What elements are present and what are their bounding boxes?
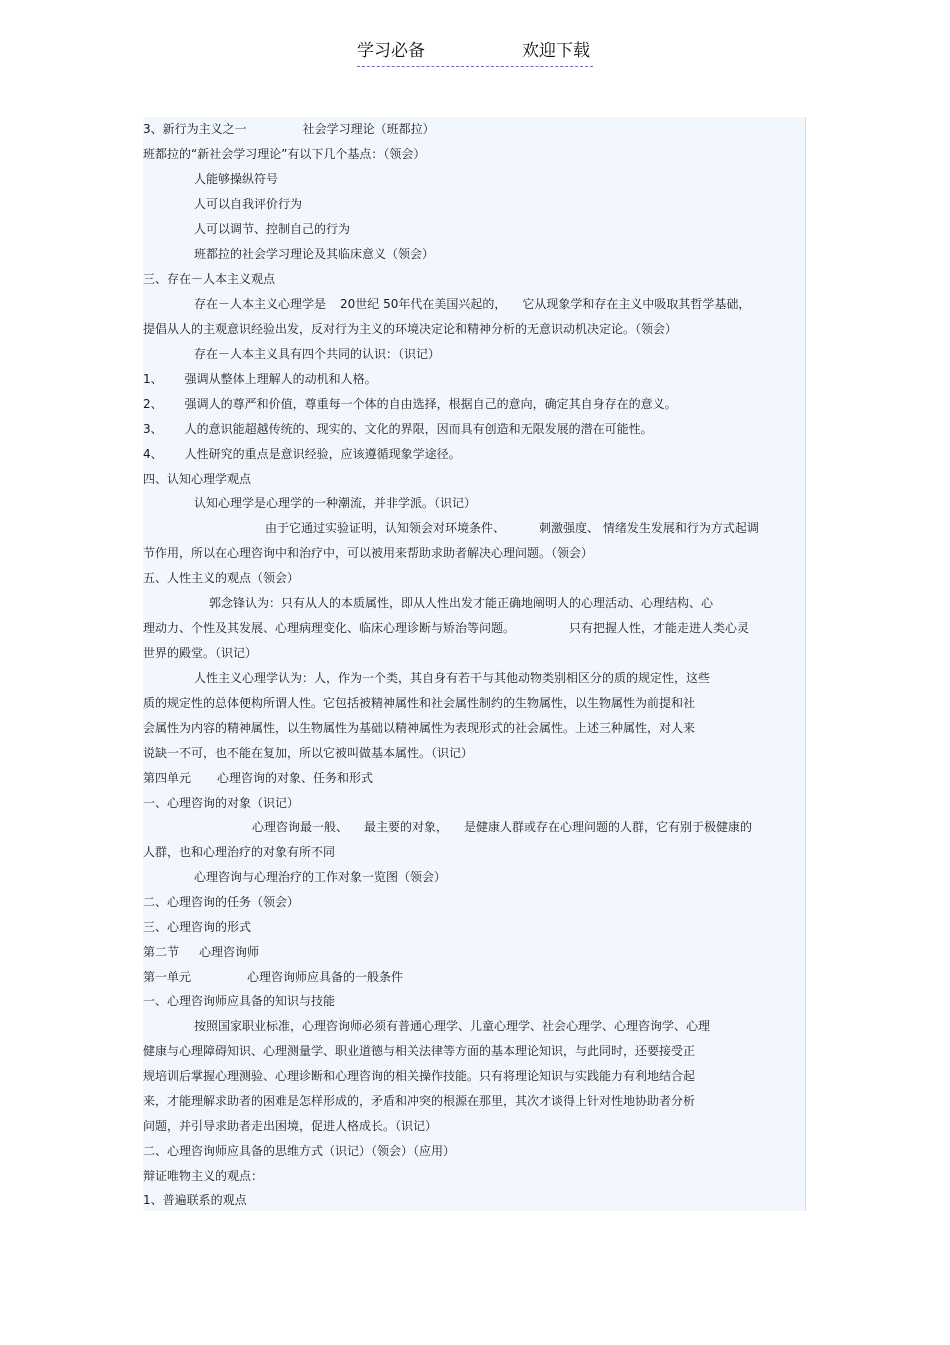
text-line [143, 317, 677, 341]
text-segment: 班都拉的“新社会学习理论”有以下几个基点：（领会） [143, 147, 426, 161]
text-segment: 1、普遍联系的观点 [143, 1193, 247, 1207]
text-segment: 人能够操纵符号 [194, 172, 279, 186]
text-segment: 会属性为内容的精神属性，以生物属性为基础以精神属性为表现形式的社会属性。上述三种属性，对人来 [143, 721, 696, 735]
text-line [143, 915, 251, 939]
text-line [194, 192, 302, 216]
text-line [143, 1064, 695, 1088]
text-segment: 第二节 [143, 945, 180, 959]
text-segment: 3、新行为主义之一 [143, 122, 247, 136]
text-segment: 人群，也和心理治疗的对象有所不同 [143, 845, 336, 859]
text-segment: 20世纪 50年代在美国兴起的， [340, 297, 507, 311]
text-line [143, 142, 425, 166]
text-line [265, 516, 759, 540]
text-line [143, 1089, 695, 1113]
text-line [194, 666, 710, 690]
text-segment: 人性主义心理学认为：人，作为一个类，其自身有若干与其他动物类别相区分的质的规定性，这些 [194, 671, 711, 685]
document-body [143, 117, 806, 1211]
text-segment: 刺激强度、 情绪发生发展和行为方式起调 [539, 521, 759, 535]
text-line [143, 691, 695, 715]
text-line [194, 342, 440, 366]
text-line [143, 840, 335, 864]
text-line [143, 117, 435, 141]
text-line [143, 890, 299, 914]
text-line [143, 641, 257, 665]
text-segment: 心理咨询最一般、 [252, 820, 349, 834]
text-segment: 第一单元 [143, 970, 192, 984]
text-line [194, 491, 476, 515]
text-line [143, 940, 259, 964]
text-segment: 存在－人本主义心理学是 [194, 297, 327, 311]
text-line [143, 367, 377, 391]
text-segment: 三、存在－人本主义观点 [143, 272, 276, 286]
text-segment: 郭念锋认为：只有从人的本质属性，即从人性出发才能正确地阐明人的心理活动、心理结构、心 [209, 596, 714, 610]
text-line [143, 716, 695, 740]
text-segment: 由于它通过实验证明，认知领会对环境条件、 [265, 521, 506, 535]
text-segment: 说缺一不可，也不能在复加，所以它被叫做基本属性。（识记） [143, 746, 474, 760]
text-line [143, 566, 299, 590]
text-segment: 它从现象学和存在主义中吸取其哲学基础， [522, 297, 751, 311]
text-segment: 3、 [143, 422, 163, 436]
text-segment: 来，才能理解求助者的困难是怎样形成的，矛盾和冲突的根源在那里，其次才谈得上针对性地协助者分析 [143, 1094, 696, 1108]
text-segment: 人性研究的重点是意识经验，应该遵循现象学途径。 [184, 447, 461, 461]
text-segment: 世界的殿堂。（识记） [143, 646, 258, 660]
text-segment: 人可以调节、控制自己的行为 [194, 222, 351, 236]
text-line [194, 242, 434, 266]
text-segment: 一、心理咨询师应具备的知识与技能 [143, 994, 336, 1008]
text-line [143, 267, 275, 291]
text-line [194, 292, 750, 316]
text-segment: 班都拉的社会学习理论及其临床意义（领会） [194, 247, 435, 261]
text-line [143, 1114, 437, 1138]
text-line [143, 467, 251, 491]
text-line [143, 791, 299, 815]
text-segment: 是健康人群或存在心理问题的人群，它有别于极健康的 [464, 820, 753, 834]
text-segment: 1、 [143, 372, 163, 386]
text-line [143, 417, 653, 441]
text-segment: 强调人的尊严和价值，尊重每一个体的自由选择，根据自己的意向，确定其自身存在的意义。 [184, 397, 677, 411]
text-line [143, 741, 473, 765]
text-line [143, 1188, 247, 1212]
text-line [143, 1164, 263, 1188]
text-line [252, 815, 752, 839]
text-segment: 心理咨询的对象、任务和形式 [217, 771, 374, 785]
text-line [194, 217, 350, 241]
text-segment: 二、心理咨询师应具备的思维方式（识记）（领会）（应用） [143, 1144, 456, 1158]
text-segment: 存在－人本主义具有四个共同的认识：（识记） [194, 347, 441, 361]
text-segment: 理动力、个性及其发展、心理病理变化、临床心理诊断与矫治等问题。 [143, 621, 516, 635]
text-line [143, 1139, 455, 1163]
text-segment: 节作用，所以在心理咨询中和治疗中，可以被用来帮助求助者解决心理问题。（领会） [143, 546, 594, 560]
text-segment: 提倡从人的主观意识经验出发，反对行为主义的环境决定论和精神分析的无意识动机决定论。（领会） [143, 322, 678, 336]
text-segment: 社会学习理论（班都拉） [302, 122, 435, 136]
text-segment: 2、 [143, 397, 163, 411]
text-line [194, 865, 446, 889]
text-line [143, 766, 373, 790]
text-line [143, 392, 677, 416]
text-segment: 最主要的对象， [364, 820, 449, 834]
text-segment: 人可以自我评价行为 [194, 197, 303, 211]
text-segment: 人的意识能超越传统的、现实的、文化的界限，因而具有创造和无限发展的潜在可能性。 [184, 422, 653, 436]
text-line [143, 541, 593, 565]
header-left-text: 学习必备 [357, 41, 425, 61]
text-segment: 五、人性主义的观点（领会） [143, 571, 300, 585]
text-segment: 强调从整体上理解人的动机和人格。 [184, 372, 377, 386]
text-segment: 只有把握人性，才能走进人类心灵 [569, 621, 750, 635]
text-segment: 健康与心理障碍知识、心理测量学、职业道德与相关法律等方面的基本理论知识，与此同时，还要接受正 [143, 1044, 696, 1058]
text-segment: 四、认知心理学观点 [143, 472, 252, 486]
text-line [143, 1039, 695, 1063]
text-segment: 4、 [143, 447, 163, 461]
text-segment: 问题，并引导求助者走出困境，促进人格成长。（识记） [143, 1119, 438, 1133]
text-segment: 一、心理咨询的对象（识记） [143, 796, 300, 810]
text-segment: 规培训后掌握心理测验、心理诊断和心理咨询的相关操作技能。只有将理论知识与实践能力有利地结合起 [143, 1069, 696, 1083]
text-segment: 心理咨询师 [199, 945, 260, 959]
header-right-text: 欢迎下载 [522, 41, 590, 61]
text-line [143, 616, 749, 640]
text-segment: 第四单元 [143, 771, 192, 785]
text-line [194, 1014, 710, 1038]
text-line [143, 442, 461, 466]
text-segment: 心理咨询师应具备的一般条件 [247, 970, 404, 984]
page-header [357, 40, 593, 67]
text-segment: 二、心理咨询的任务（领会） [143, 895, 300, 909]
text-segment: 认知心理学是心理学的一种潮流，并非学派。（识记） [194, 496, 477, 510]
text-segment: 三、心理咨询的形式 [143, 920, 252, 934]
text-segment: 辩证唯物主义的观点： [143, 1169, 264, 1183]
text-line [143, 989, 335, 1013]
text-line [209, 591, 713, 615]
text-segment: 心理咨询与心理治疗的工作对象一览图（领会） [194, 870, 447, 884]
text-segment: 按照国家职业标准，心理咨询师必须有普通心理学、儿童心理学、社会心理学、心理咨询学、心理 [194, 1019, 711, 1033]
text-line [143, 965, 403, 989]
text-line [194, 167, 278, 191]
text-segment: 质的规定性的总体便构所谓人性。它包括被精神属性和社会属性制约的生物属性，以生物属性为前提和社 [143, 696, 696, 710]
